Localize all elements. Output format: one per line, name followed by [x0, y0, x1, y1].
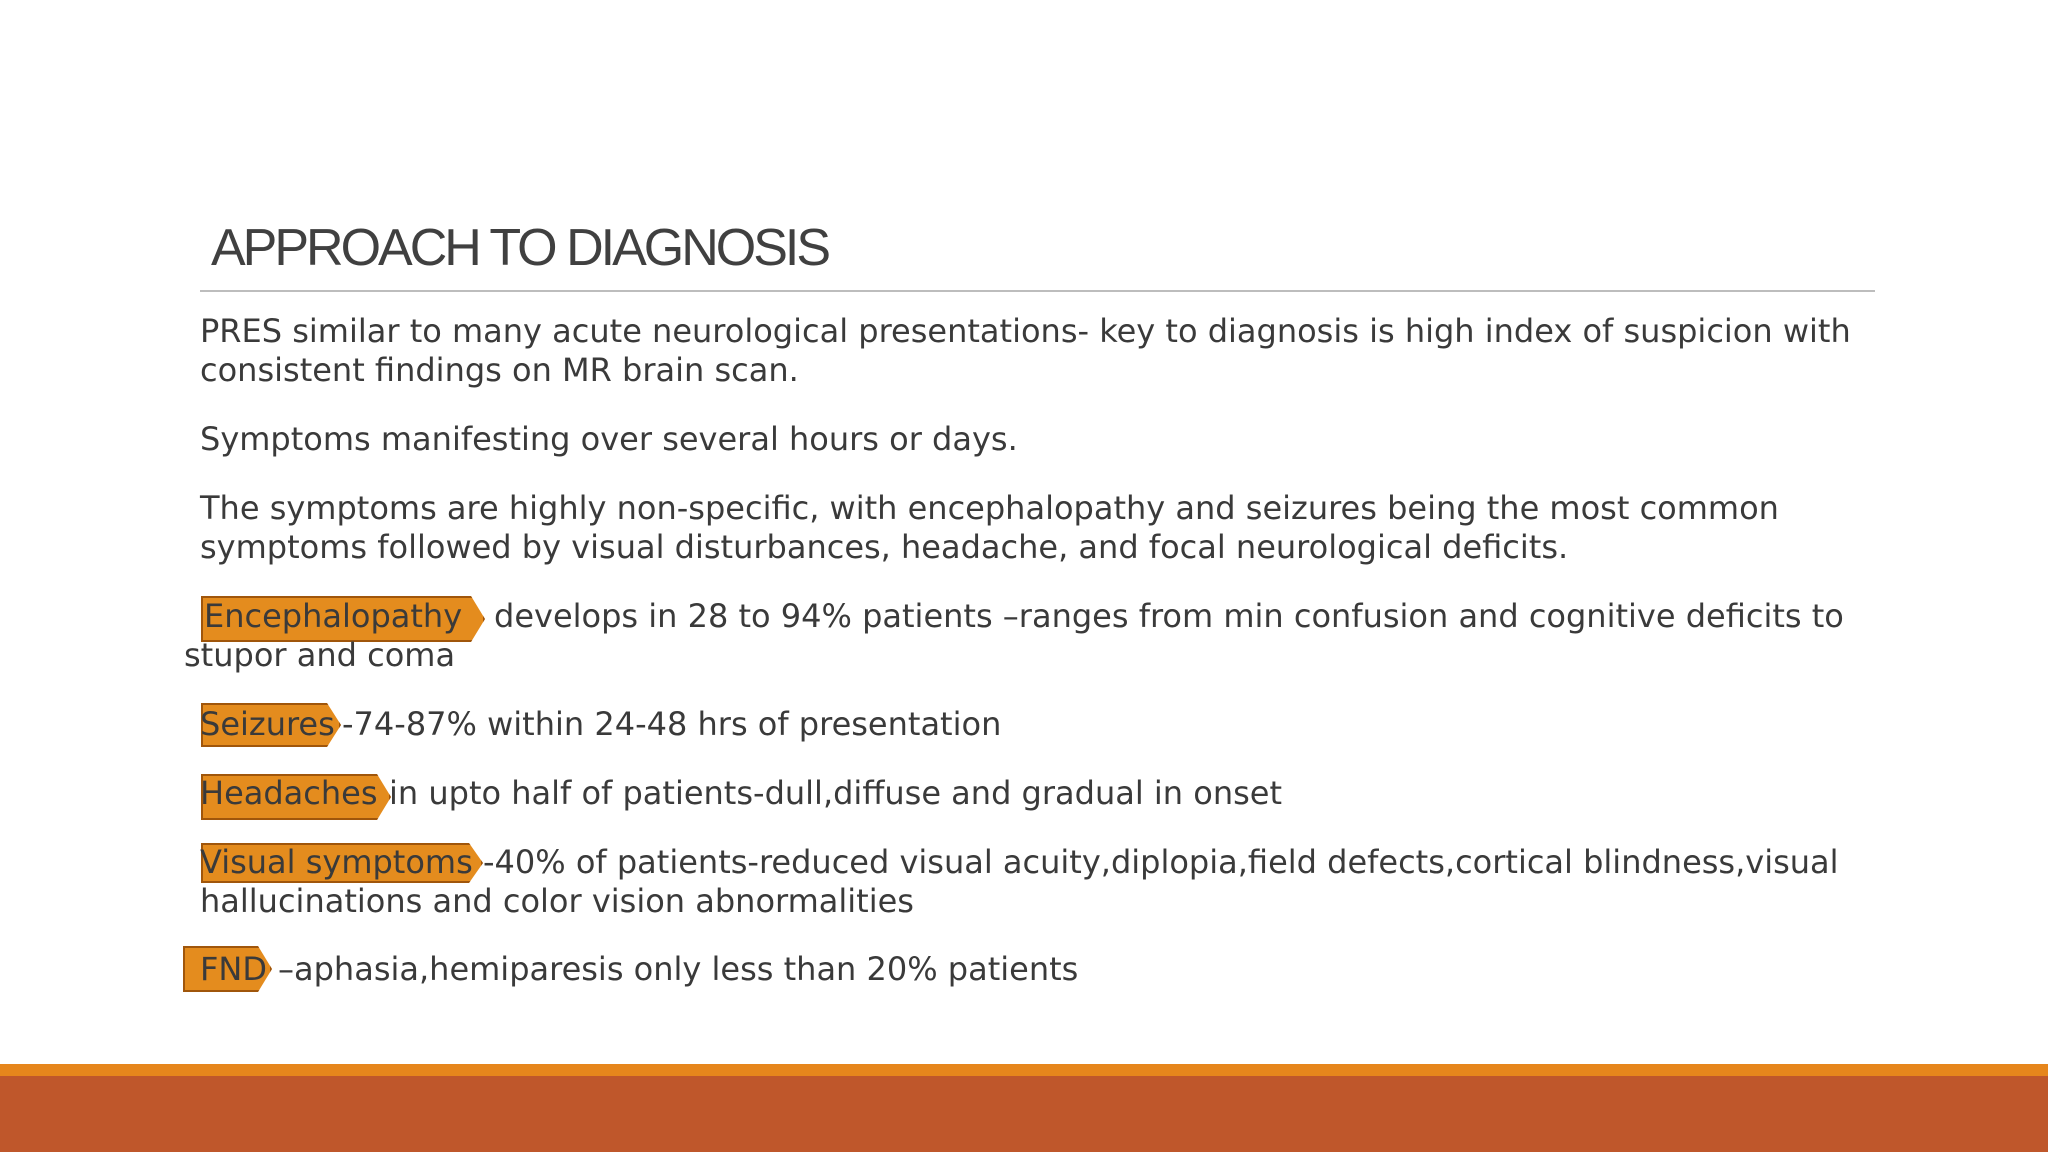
footer-accent-stripe: [0, 1064, 2048, 1076]
paragraph-2: Symptoms manifesting over several hours or days.: [200, 420, 1018, 458]
visual-symptoms-tag-label: Visual symptoms: [200, 843, 473, 881]
encephalopathy-text-line-1: develops in 28 to 94% patients –ranges from min confusion and cognitive deficits to: [494, 597, 1844, 635]
fnd-tag-label: FND: [200, 950, 267, 988]
paragraph-1-line-1: PRES similar to many acute neurological presentations- key to diagnosis is high index of suspicion with: [200, 312, 1851, 350]
visual-symptoms-text-line-1: -40% of patients-reduced visual acuity,diplopia,field defects,cortical blindness,visual: [483, 843, 1839, 881]
seizures-text: -74-87% within 24-48 hrs of presentation: [342, 705, 1002, 743]
slide-title: APPROACH TO DIAGNOSIS: [211, 219, 829, 277]
headaches-text: in upto half of patients-dull,diffuse and gradual in onset: [389, 774, 1282, 812]
paragraph-1-line-2: consistent findings on MR brain scan.: [200, 351, 799, 389]
paragraph-3-line-2: symptoms followed by visual disturbances, headache, and focal neurological deficits.: [200, 528, 1569, 566]
title-divider: [200, 290, 1875, 292]
encephalopathy-text-line-2: stupor and coma: [184, 636, 456, 674]
seizures-tag-label: Seizures: [200, 705, 335, 743]
visual-symptoms-text-line-2: hallucinations and color vision abnormalities: [200, 882, 914, 920]
fnd-text: –aphasia,hemiparesis only less than 20% patients: [278, 950, 1079, 988]
paragraph-3-line-1: The symptoms are highly non-specific, with encephalopathy and seizures being the most common: [200, 489, 1779, 527]
headaches-tag-label: Headaches: [200, 774, 378, 812]
encephalopathy-tag-label: Encephalopathy: [204, 597, 463, 635]
footer-bar: [0, 1076, 2048, 1152]
